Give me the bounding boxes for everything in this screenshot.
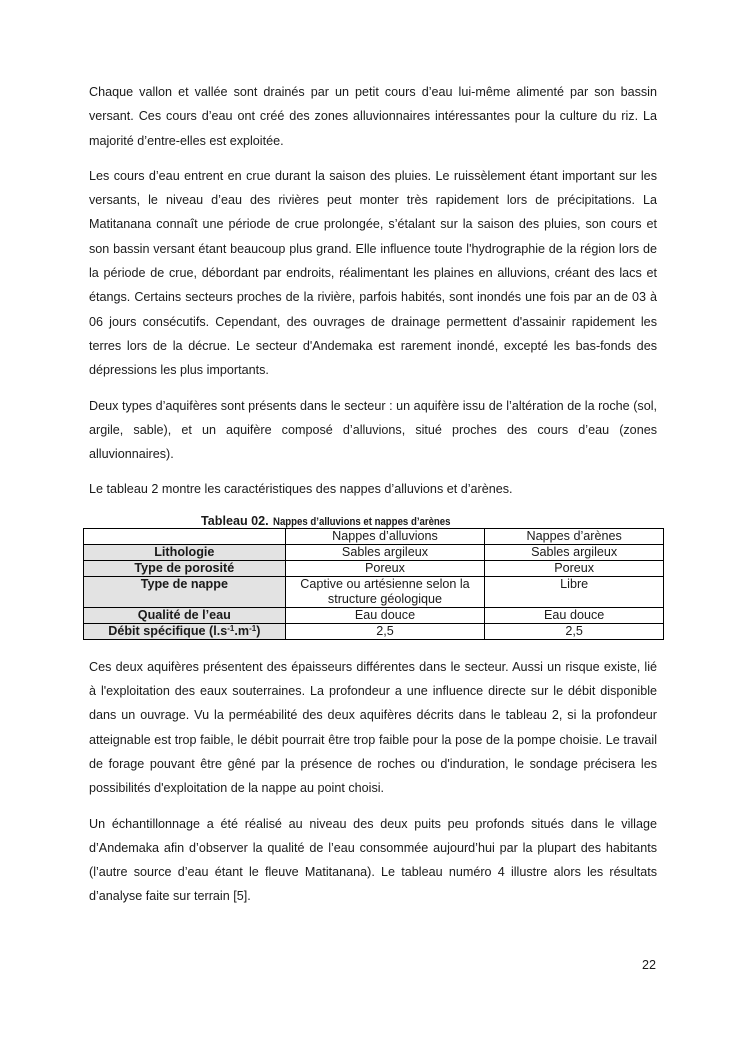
row-label-qualite: Qualité de l’eau (84, 607, 286, 623)
col-header-alluvions: Nappes d’alluvions (285, 528, 485, 544)
debit-label-end: ) (256, 623, 261, 638)
table-row (84, 623, 664, 639)
row-label-lithologie: Lithologie (84, 544, 286, 560)
paragraph-risk: Ces deux aquifères présentent des épaisseurs différentes dans le secteur. Aussi un risque existe, lié à l'exploitation des eaux souterraines. La profondeur a une influence directe sur le débit disponible dans un ouvrage. Vu la perméabilité des deux aquifères décrits dans le tableau 2, si la profondeur atteignable est trop faible, le débit pourrait être trop faible pour la pose de la pompe choisie. Le travail de forage pouvant être gêné par la présence de roches ou d'induration, le sondage précisera les possibilités d'exploitation de la nappe au point choisi. (89, 659, 657, 796)
table-row (84, 607, 664, 623)
row-label-debit (84, 623, 286, 639)
aquifer-table (83, 528, 664, 640)
table-row (84, 560, 664, 576)
table-caption-title: Nappes d’alluvions et nappes d’arènes (272, 515, 451, 528)
paragraph-sampling: Un échantillonnage a été réalisé au niveau des deux puits peu profonds situés dans le village d’Andemaka afin d’observer la qualité de l’eau consommée aujourd’hui par la plupart des habitants (l’autre source d’eau étant le fleuve Matitanana). Le tableau numéro 4 illustre alors les résultats d’analyse faite sur terrain [5]. (89, 816, 657, 904)
table-header-empty (84, 528, 286, 544)
table-header-row (84, 528, 664, 544)
table-cell: Poreux (285, 560, 485, 576)
table-cell: Eau douce (485, 607, 664, 623)
document-page (89, 80, 657, 920)
table-caption-label: Tableau 02. (201, 513, 269, 528)
debit-sup-1: -1 (227, 623, 235, 633)
paragraph-aquifer-types: Deux types d’aquifères sont présents dans le secteur : un aquifère issu de l’altération de la roche (sol, argile, sable), et un aquifère composé d’alluvions, situé proches des cours d’eau (zones alluvionnaires). (89, 398, 657, 462)
col-header-arenes: Nappes d’arènes (485, 528, 664, 544)
paragraph-floods: Les cours d’eau entrent en crue durant la saison des pluies. Le ruissèlement étant important sur les versants, le niveau d’eau des rivières peut monter très rapidement lors de précipitations. La Matitanana connaît une période de crue prolongée, s’étalant sur la saison des pluies, son cours et son bassin versant étant beaucoup plus grand. Elle influence toute l'hydrographie de la région lors de la période de crue, débordant par endroits, réalimentant les plaines en alluvions, créant des lacs et étangs. Certains secteurs proches de la rivière, parfois habités, sont inondés une fois par an de 03 à 06 jours consécutifs. Cependant, des ouvrages de drainage permettent d'assainir rapidement les terres lors de la décrue. Le secteur d'Andemaka est rarement inondé, excepté les bas-fonds des dépressions les plus importants. (89, 168, 657, 378)
table-cell: 2,5 (485, 623, 664, 639)
table-cell: Eau douce (285, 607, 485, 623)
debit-label-main: Débit spécifique (l.s (108, 623, 228, 638)
table-cell: Libre (485, 576, 664, 607)
table-caption (89, 513, 657, 528)
table-cell: Sables argileux (285, 544, 485, 560)
table-row (84, 544, 664, 560)
paragraph-table-intro: Le tableau 2 montre les caractéristiques des nappes d’alluvions et d’arènes. (89, 482, 513, 497)
row-label-porosite: Type de porosité (84, 560, 286, 576)
table-row (84, 576, 664, 607)
debit-label-mid: .m (234, 623, 250, 638)
table-cell: Captive ou artésienne selon la structure géologique (285, 576, 485, 607)
debit-sup-2: -1 (249, 623, 257, 633)
table-cell: 2,5 (285, 623, 485, 639)
row-label-type-nappe: Type de nappe (84, 576, 286, 607)
table-cell: Poreux (485, 560, 664, 576)
paragraph-rice-valleys: Chaque vallon et vallée sont drainés par un petit cours d’eau lui-même alimenté par son bassin versant. Ces cours d’eau ont créé des zones alluvionnaires intéressantes pour la culture du riz. La majorité d’entre-elles est exploitée. (89, 85, 657, 148)
table-cell: Sables argileux (485, 544, 664, 560)
page-number: 22 (641, 958, 656, 972)
